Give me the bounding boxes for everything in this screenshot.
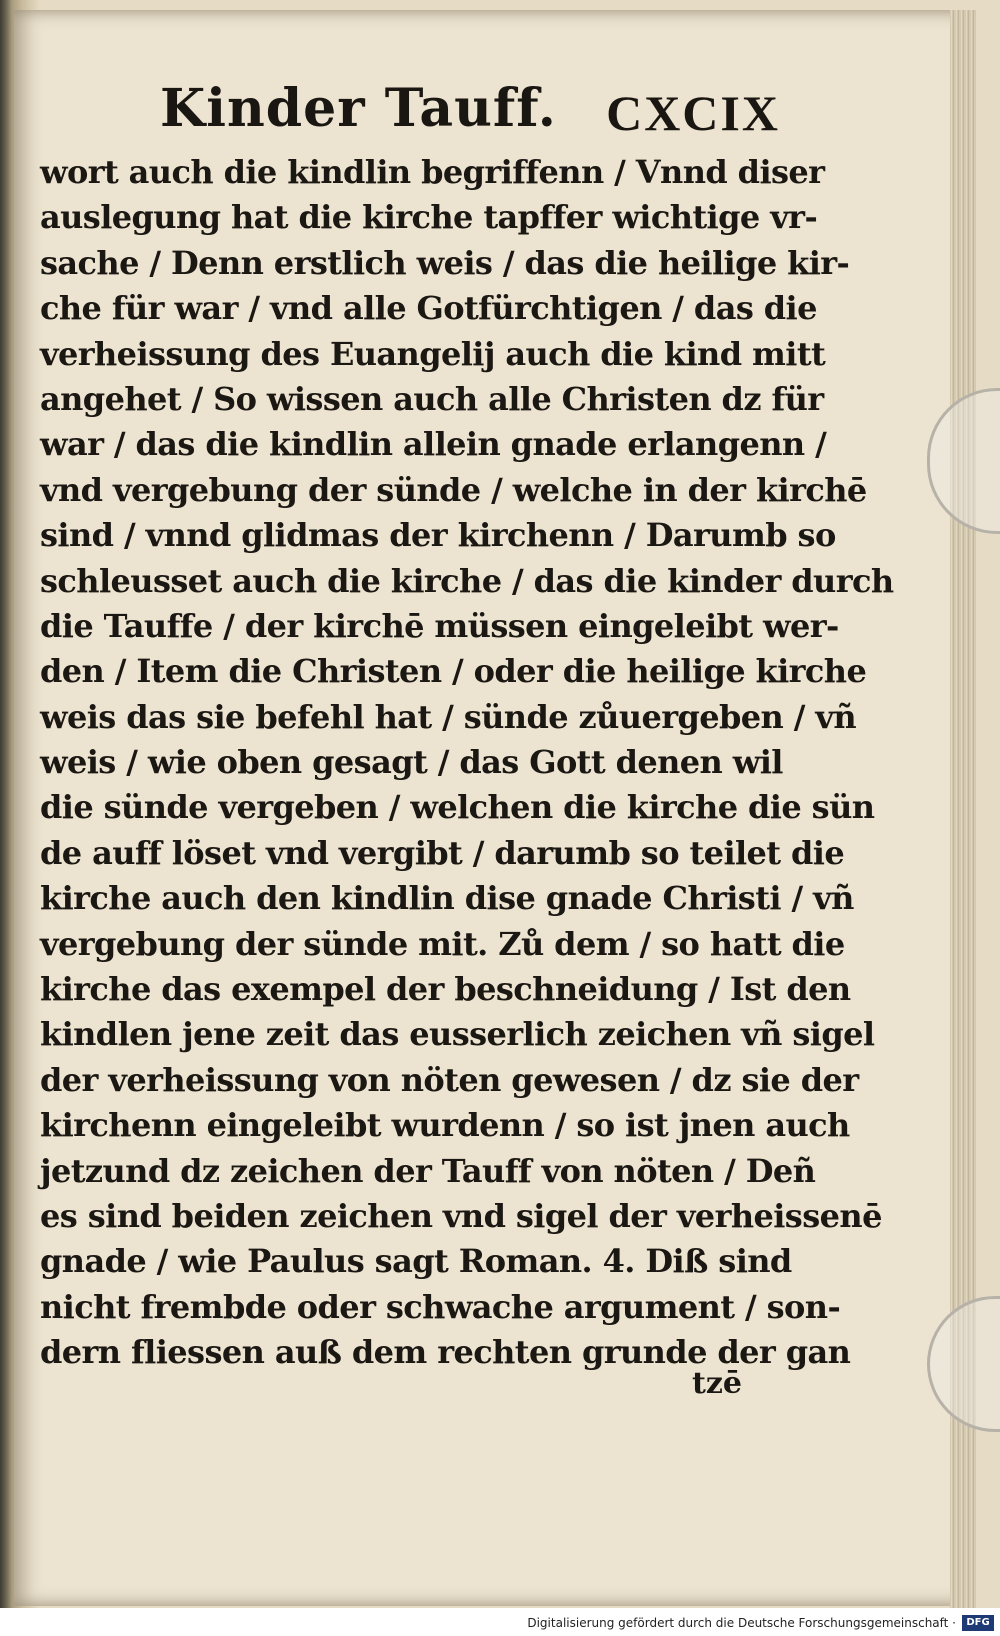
text-line: schleusset auch die kirche / das die kinder durch (40, 561, 894, 600)
text-line: auslegung hat die kirche tapffer wichtige vr- (40, 198, 818, 237)
text-line: dern fliessen auß dem rechten grunde der gan (40, 1333, 851, 1372)
text-line: vnd vergebung der sünde / welche in der kirchē (40, 470, 867, 509)
funding-credit: Digitalisierung gefördert durch die Deutsche Forschungsgemeinschaft · (527, 1616, 956, 1630)
text-line: wort auch die kindlin begriffenn / Vnnd diser (40, 153, 825, 191)
running-head: Kinder Tauff. (160, 78, 557, 139)
page-header (160, 78, 780, 148)
folio-number: CXCIX (606, 85, 780, 141)
text-line: che für war / vnd alle Gotfürchtigen / das die (40, 289, 817, 328)
text-line: jetzund dz zeichen der Tauff von nöten / Deñ (40, 1151, 816, 1190)
text-line: gnade / wie Paulus sagt Roman. 4. Diß sind (40, 1242, 792, 1281)
dfg-logo: DFG (962, 1615, 994, 1631)
text-line: kirchenn eingeleibt wurdenn / so ist jnen auch (40, 1106, 850, 1145)
text-line: kindlen jene zeit das eusserlich zeichen vñ sigel (40, 1015, 875, 1054)
text-line: sind / vnnd glidmas der kirchenn / Darumb so (40, 516, 836, 555)
text-line: war / das die kindlin allein gnade erlangenn / (40, 425, 827, 464)
text-line: die Tauffe / der kirchē müssen eingeleibt wer- (40, 606, 839, 645)
catchword: tzē (692, 1366, 742, 1401)
text-line: den / Item die Christen / oder die heilige kirche (40, 652, 867, 691)
text-line: sache / Denn erstlich weis / das die heilige kir- (40, 243, 850, 282)
body-text (40, 150, 894, 1376)
text-line: angehet / So wissen auch alle Christen dz für (40, 379, 824, 418)
text-line: es sind beiden zeichen vnd sigel der verheissenē (40, 1196, 882, 1235)
text-line: de auff löset vnd vergibt / darumb so teilet die (40, 833, 845, 872)
text-line: der verheissung von nöten gewesen / dz sie der (40, 1060, 859, 1099)
text-line: weis / wie oben gesagt / das Gott denen wil (40, 743, 783, 782)
text-line: kirche auch den kindlin dise gnade Christi / vñ (40, 879, 854, 918)
text-line: weis das sie befehl hat / sünde zůuergeben / vñ (40, 697, 857, 736)
text-line: kirche das exempel der beschneidung / Ist den (40, 970, 851, 1009)
text-line: nicht frembde oder schwache argument / son- (40, 1287, 841, 1326)
digitization-footer (0, 1608, 1000, 1636)
text-line: verheissung des Euangelij auch die kind mitt (40, 334, 826, 373)
text-line: die sünde vergeben / welchen die kirche die sün (40, 788, 875, 827)
text-line: vergebung der sünde mit. Zů dem / so hatt die (40, 924, 845, 963)
